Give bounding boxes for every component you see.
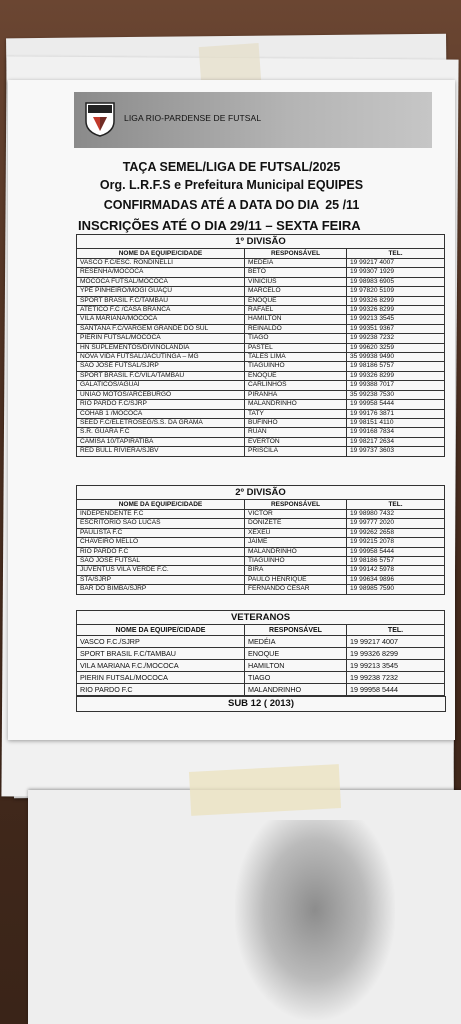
team-cell: VILA MARIANA/MOCOCA [77,315,245,324]
sub12-section-title: SUB 12 ( 2013) [76,696,446,712]
responsible-cell: TIAGUINHO [245,362,347,371]
responsible-cell: RAFAEL [245,306,347,315]
phone-cell: 19 99168 7834 [347,428,445,437]
league-logo [84,101,116,137]
table-row [77,296,445,305]
column-header: TEL. [347,249,445,259]
team-cell: RIO PARDO F.C [77,547,245,556]
table-row [77,409,445,418]
section-title: VETERANOS [77,611,445,625]
team-cell: PIERIN FUTSAL/MOCOCA [77,672,245,684]
team-cell: SPORT BRASIL F.C/VILA/TAMBAU [77,371,245,380]
phone-cell: 19 99307 1929 [347,268,445,277]
team-cell: PIERIN FUTSAL/MOCOCA [77,334,245,343]
team-cell: RESENHA/MOCOCA [77,268,245,277]
team-cell: ESCRITORIO SÃO LUCAS [77,519,245,528]
section-title: 2º DIVISÃO [77,486,445,500]
table-row [77,400,445,409]
team-cell: STA/SJRP [77,575,245,584]
phone-cell: 19 99326 8299 [347,371,445,380]
column-header: NOME DA EQUIPE/CIDADE [77,625,245,636]
team-cell: S.R. GUARA F.C [77,428,245,437]
responsible-cell: FERNANDO CESAR [245,585,347,594]
phone-cell: 19 99326 8299 [347,296,445,305]
responsible-cell: MALANDRINHO [245,684,347,696]
column-header: RESPONSÁVEL [245,249,347,259]
team-cell: MOCOCA FUTSAL/MOCOCA [77,277,245,286]
phone-cell: 19 99215 2078 [347,538,445,547]
phone-cell: 19 99262 2658 [347,528,445,537]
table-row [77,315,445,324]
team-cell: VASCO F.C/ESC. RONDINELLI [77,259,245,268]
team-cell: BAR DO BIMBA/SJRP [77,585,245,594]
responsible-cell: TIAGO [245,672,347,684]
league-banner [74,92,432,148]
table-row [77,428,445,437]
phone-cell: 19 98186 5757 [347,557,445,566]
phone-cell: 19 97820 5109 [347,287,445,296]
table-row [77,684,445,696]
team-cell: SPORT BRASIL F.C/TAMBAU [77,648,245,660]
responsible-cell: RUAN [245,428,347,437]
phone-cell: 19 99213 3545 [347,660,445,672]
team-cell: SANTANA F.C/VARGEM GRANDE DO SUL [77,324,245,333]
responsible-cell: EVERTON [245,437,347,446]
team-cell: RED BULL RIVIERA/SJBV [77,447,245,456]
column-header: NOME DA EQUIPE/CIDADE [77,500,245,510]
table-row [77,343,445,352]
table-row [77,636,445,648]
team-cell: NOVA VIDA FUTSAL/JACUTINGA – MG [77,353,245,362]
responsible-cell: PASTEL [245,343,347,352]
confirmed-text: CONFIRMADAS ATÉ A DATA DO DIA [103,198,320,212]
responsible-cell: XEXEU [245,528,347,537]
responsible-cell: JAIME [245,538,347,547]
team-cell: CAMISA 10/TAPIRATIBA [77,437,245,446]
table-row [77,538,445,547]
phone-cell: 19 99176 3871 [347,409,445,418]
responsible-cell: PIRANHA [245,390,347,399]
responsible-cell: TALES LIMA [245,353,347,362]
phone-cell: 35 99238 7530 [347,390,445,399]
table-row [77,557,445,566]
table-row [77,547,445,556]
column-header: RESPONSÁVEL [245,500,347,510]
team-cell: ATÉTICO F.C /CASA BRANCA [77,306,245,315]
team-cell: UNIÃO MOTOS/ARCEBURGO [77,390,245,399]
phone-cell: 19 99326 8299 [347,306,445,315]
phone-cell: 19 98985 7590 [347,585,445,594]
phone-cell: 19 99217 4007 [347,636,445,648]
table-row [77,648,445,660]
phone-cell: 19 99217 4007 [347,259,445,268]
team-cell: YPÊ PINHEIRO/MOGI GUAÇU [77,287,245,296]
responsible-cell: MEDÉIA [245,636,347,648]
table-row [77,362,445,371]
ink-smudge [235,820,395,1020]
responsible-cell: ENOQUE [245,296,347,305]
table-row [77,566,445,575]
team-cell: RIO PARDO F.C [77,684,245,696]
team-cell: PAULISTA F.C [77,528,245,537]
team-cell: JUVENTUS VILA VERDE F.C. [77,566,245,575]
table-row [77,575,445,584]
registration-deadline: INSCRIÇÕES ATÉ O DIA 29/11 – SEXTA FEIRA [78,218,361,233]
responsible-cell: MARCELO [245,287,347,296]
team-cell: CHAVEIRO MELLO [77,538,245,547]
team-cell: HN SUPLEMENTOS/DIVINOLANDIA [77,343,245,352]
table-row [77,324,445,333]
column-header: TEL. [347,500,445,510]
responsible-cell: PRISCILA [245,447,347,456]
team-cell: RIO PARDO F.C/SJRP [77,400,245,409]
responsible-cell: HAMILTON [245,315,347,324]
team-cell: SÃO JOSÉ FUTSAL [77,557,245,566]
phone-cell: 19 99737 3603 [347,447,445,456]
tape-strip [189,764,341,816]
responsible-cell: MEDÉIA [245,259,347,268]
table-row [77,510,445,519]
confirmed-line [8,198,455,212]
responsible-cell: BIRA [245,566,347,575]
phone-cell: 35 99938 9490 [347,353,445,362]
team-cell: COHAB 1 /MOCOCA [77,409,245,418]
table-row [77,371,445,380]
responsible-cell: DONIZETE [245,519,347,528]
phone-cell: 19 99326 8299 [347,648,445,660]
team-cell: GALATICOS/AGUAÍ [77,381,245,390]
table-row [77,672,445,684]
table-row [77,585,445,594]
table-row [77,381,445,390]
responsible-cell: ENOQUE [245,648,347,660]
table-row [77,519,445,528]
responsible-cell: CARLINHOS [245,381,347,390]
table-row [77,528,445,537]
responsible-cell: TATY [245,409,347,418]
table-row [77,268,445,277]
responsible-cell: VINICIUS [245,277,347,286]
document-title: TAÇA SEMEL/LIGA DE FUTSAL/2025 [122,160,341,174]
team-cell: SPORT BRASIL F.C/TAMBAU [77,296,245,305]
table-row [77,287,445,296]
responsible-cell: TIAGO [245,334,347,343]
column-header: NOME DA EQUIPE/CIDADE [77,249,245,259]
responsible-cell: REINALDO [245,324,347,333]
responsible-cell: MALANDRINHO [245,400,347,409]
league-name: LIGA RIO-PARDENSE DE FUTSAL [124,113,262,123]
phone-cell: 19 99238 7232 [347,334,445,343]
team-cell: VILA MARIANA F.C./MOCOCA [77,660,245,672]
table-row [77,447,445,456]
phone-cell: 19 98983 6905 [347,277,445,286]
responsible-cell: VICTOR [245,510,347,519]
phone-cell: 19 98186 5757 [347,362,445,371]
responsible-cell: BETO [245,268,347,277]
phone-cell: 19 99777 2020 [347,519,445,528]
team-cell: VASCO F.C./SJRP [77,636,245,648]
table-row [77,390,445,399]
phone-cell: 19 99388 7017 [347,381,445,390]
table-row [77,334,445,343]
phone-cell: 19 99634 9896 [347,575,445,584]
phone-cell: 19 99620 3259 [347,343,445,352]
division-1-table [76,234,445,457]
phone-cell: 19 98217 2634 [347,437,445,446]
document-page [8,80,455,740]
responsible-cell: TIAGUINHO [245,557,347,566]
table-row [77,418,445,427]
team-cell: SÃO JOSÉ FUTSAL/SJRP [77,362,245,371]
table-row [77,259,445,268]
phone-cell: 19 99142 5978 [347,566,445,575]
responsible-cell: MALANDRINHO [245,547,347,556]
table-row [77,437,445,446]
table-row [77,277,445,286]
phone-cell: 19 99238 7232 [347,672,445,684]
responsible-cell: BUFINHO [245,418,347,427]
table-row [77,353,445,362]
phone-cell: 19 99958 5444 [347,684,445,696]
section-title: 1º DIVISÃO [77,235,445,249]
team-cell: SEED F.C/ELETROSEG/S.S. DA GRAMA [77,418,245,427]
column-header: RESPONSÁVEL [245,625,347,636]
phone-cell: 19 99958 5444 [347,547,445,556]
responsible-cell: ENOQUE [245,371,347,380]
phone-cell: 19 99958 5444 [347,400,445,409]
organizer-line: Org. L.R.F.S e Prefeitura Municipal EQUIPES [99,178,364,192]
column-header: TEL. [347,625,445,636]
confirmed-date: 25 /11 [325,198,360,212]
table-row [77,306,445,315]
responsible-cell: PAULO HENRIQUE [245,575,347,584]
table-row [77,660,445,672]
responsible-cell: HAMILTON [245,660,347,672]
team-cell: INDEPENDENTE F.C [77,510,245,519]
division-2-table [76,485,445,595]
phone-cell: 19 99351 9367 [347,324,445,333]
phone-cell: 19 98151 4110 [347,418,445,427]
phone-cell: 19 99213 3545 [347,315,445,324]
veterans-table [76,610,445,696]
phone-cell: 19 98980 7432 [347,510,445,519]
